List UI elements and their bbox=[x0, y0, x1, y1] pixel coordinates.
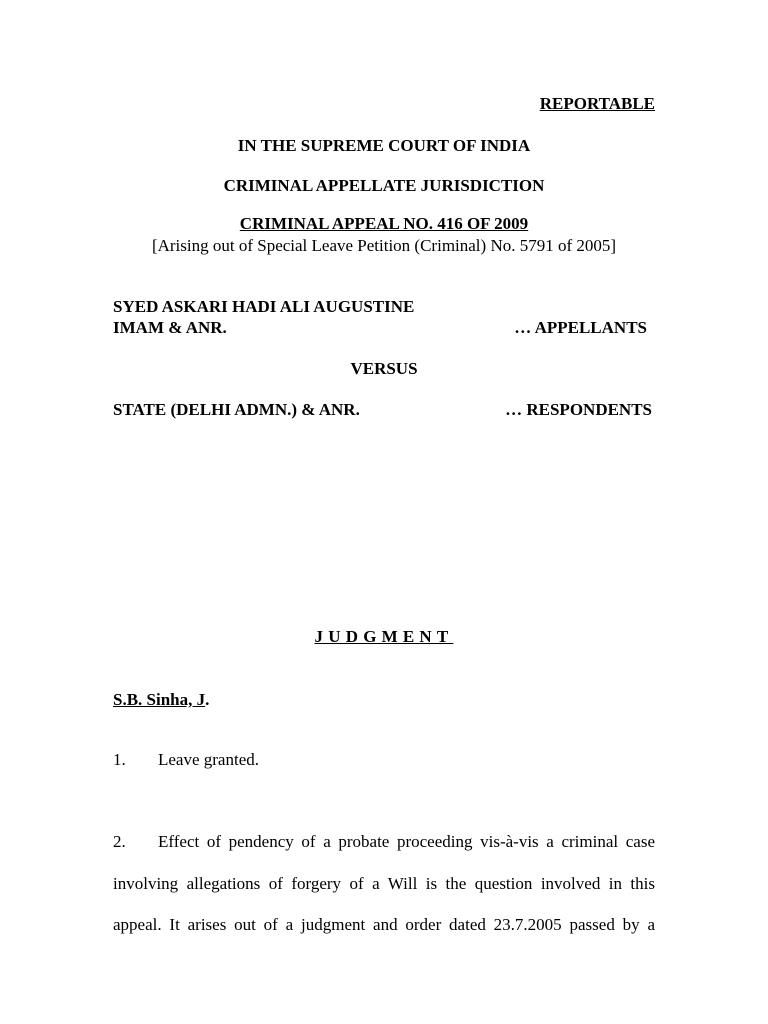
paragraph-2-line-1: Effect of pendency of a probate proceeding vis-à-vis a criminal case bbox=[158, 832, 655, 851]
paragraph-1-number: 1. bbox=[113, 750, 126, 769]
appellant-role: … APPELLANTS bbox=[514, 318, 647, 337]
paragraph-2-line-2: involving allegations of forgery of a Will is the question involved in this bbox=[113, 874, 655, 893]
respondent-name: STATE (DELHI ADMN.) & ANR. bbox=[113, 400, 360, 419]
appeal-number: CRIMINAL APPEAL NO. 416 OF 2009 bbox=[239, 214, 529, 233]
judge-name-suffix: . bbox=[205, 690, 210, 709]
judge-name-text: S.B. Sinha, J bbox=[113, 690, 206, 709]
versus-label: VERSUS bbox=[350, 359, 418, 378]
arising-out-of: [Arising out of Special Leave Petition (Criminal) No. 5791 of 2005] bbox=[151, 236, 617, 255]
paragraph-2-number: 2. bbox=[113, 832, 126, 851]
reportable-label: REPORTABLE bbox=[539, 94, 655, 113]
court-name: IN THE SUPREME COURT OF INDIA bbox=[237, 136, 531, 155]
respondent-role: … RESPONDENTS bbox=[505, 400, 652, 419]
paragraph-1-line-1: Leave granted. bbox=[158, 750, 259, 769]
judgment-heading: JUDGMENT bbox=[314, 627, 454, 646]
jurisdiction-title: CRIMINAL APPELLATE JURISDICTION bbox=[223, 176, 545, 195]
judge-name bbox=[113, 690, 209, 710]
appellant-name-line2: IMAM & ANR. bbox=[113, 318, 227, 337]
appellant-name-line1: SYED ASKARI HADI ALI AUGUSTINE bbox=[113, 297, 415, 316]
paragraph-2-line-3: appeal. It arises out of a judgment and order dated 23.7.2005 passed by a bbox=[113, 915, 655, 934]
